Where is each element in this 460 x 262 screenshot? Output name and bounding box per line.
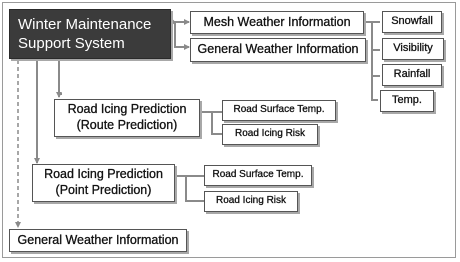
point-child-label: Road Surface Temp. [212,169,304,181]
point-prediction-label-line1: Road Icing Prediction [44,167,163,182]
edge-route-icing [201,112,222,134]
point-prediction-label-line2: (Point Prediction) [55,183,152,197]
mesh-weather-label: Mesh Weather Information [203,14,351,29]
mesh-child-label: Visibility [393,42,433,55]
route-prediction-label-line1: Road Icing Prediction [67,102,187,117]
mesh-child-label: Snowfall [391,15,433,28]
root-label-line1: Winter Maintenance [18,15,152,33]
route-child-icing-risk [222,124,318,145]
mesh-child-visibility [382,38,444,60]
edge-mesh-trunk [372,22,378,100]
general-weather-top-label: General Weather Information [197,42,359,57]
route-child-label: Road Surface Temp. [233,104,325,116]
route-child-surface-temp [222,100,336,121]
mesh-child-temp [380,90,434,112]
mesh-child-label: Temp. [392,94,422,107]
general-weather-top-node [190,38,366,62]
root-node-winter-maintenance [9,9,171,59]
point-child-icing-risk [204,191,298,212]
edge-root-general-top [175,22,189,47]
mesh-child-label: Rainfall [393,68,431,81]
root-label-line2: Support System [18,35,125,52]
mesh-child-rainfall [382,64,442,86]
route-child-label: Road Icing Risk [234,128,306,140]
point-child-surface-temp [204,165,312,186]
route-prediction-label-line2: (Route Prediction) [76,118,178,132]
mesh-child-snowfall [382,11,442,33]
point-child-label: Road Icing Risk [215,195,287,207]
route-prediction-node [54,99,200,137]
edge-point-icing [176,176,204,201]
mesh-weather-node [190,11,364,34]
point-prediction-node [32,164,175,202]
general-weather-bottom-node [9,229,187,252]
general-weather-bottom-label: General Weather Information [17,232,179,247]
